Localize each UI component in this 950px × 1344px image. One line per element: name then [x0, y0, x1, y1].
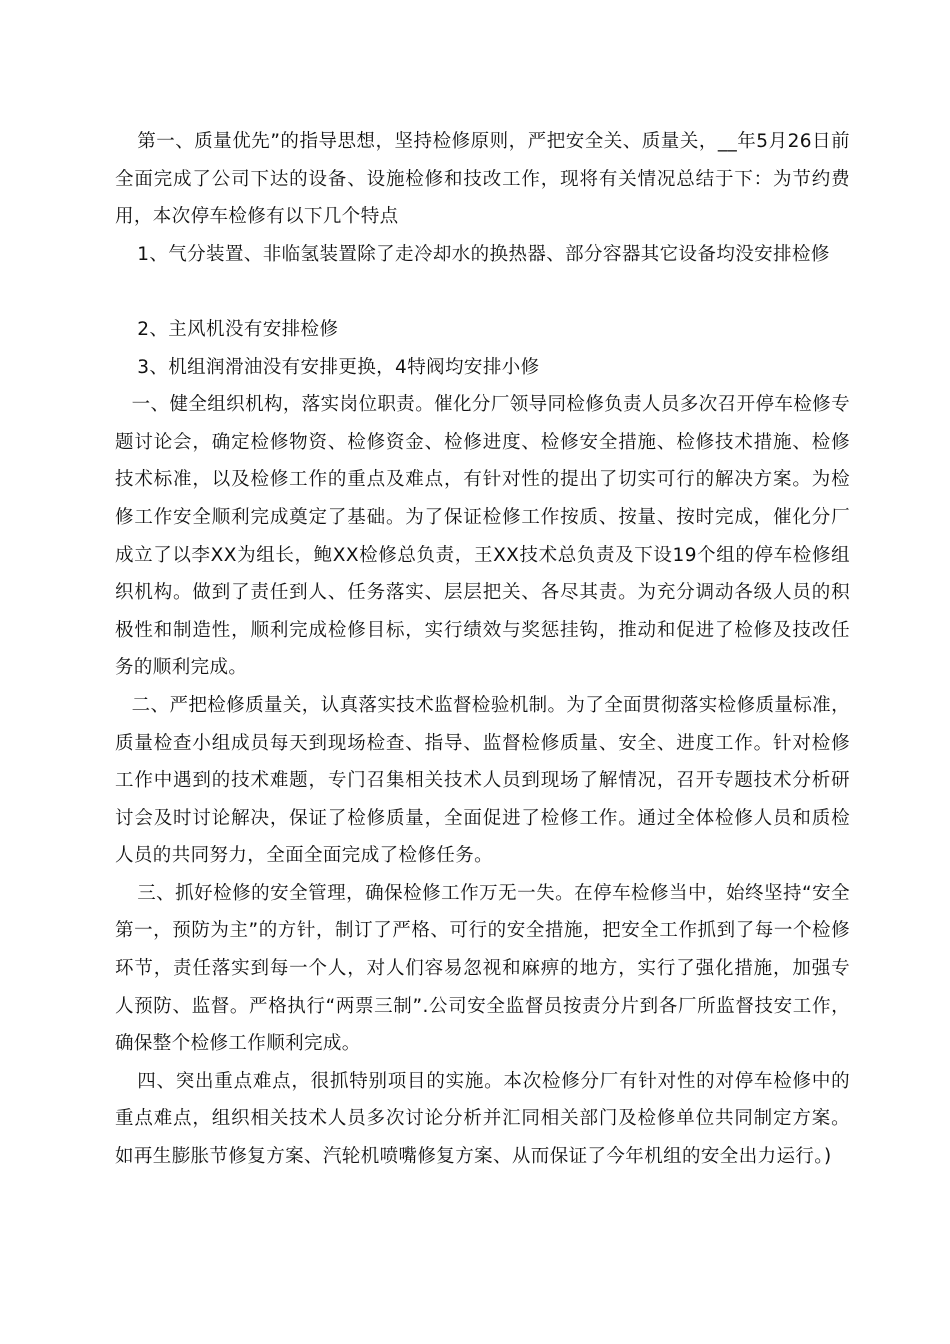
feature-item-2: 2、主风机没有安排检修: [137, 318, 339, 340]
section-3-paragraph: 三、抓好检修的安全管理，确保检修工作万无一失。在停车检修当中，始终坚持“安全第一，预防为主”的方针，制订了严格、可行的安全措施，把安全工作抓到了每一个检修环节，责任落实到每一个人，对人们容易忽视和麻痹的地方，实行了强化措施，加强专人预防、监督。严格执行“两票三制”.公司安全监督员按责分片到各厂所监督技安工作，确保整个检修工作顺利完成。: [115, 882, 850, 1055]
section-4-paragraph: 四、突出重点难点，很抓特别项目的实施。本次检修分厂有针对性的对停车检修中的重点难点，组织相关技术人员多次讨论分析并汇同相关部门及检修单位共同制定方案。如再生膨胀节修复方案、汽轮机喷嘴修复方案、从而保证了今年机组的安全出力运行。): [115, 1070, 850, 1168]
section-2-paragraph: 二、严把检修质量关，认真落实技术监督检验机制。为了全面贯彻落实检修质量标准，质量检查小组成员每天到现场检查、指导、监督检修质量、安全、进度工作。针对检修工作中遇到的技术难题，专门召集相关技术人员到现场了解情况，召开专题技术分析研讨会及时讨论解决，保证了检修质量，全面促进了检修工作。通过全体检修人员和质检人员的共同努力，全面全面完成了检修任务。: [115, 694, 850, 867]
feature-item-1: 1、气分装置、非临氢装置除了走冷却水的换热器、部分容器其它设备均没安排检修: [137, 243, 830, 265]
blank-line: [115, 273, 850, 311]
feature-item-3: 3、机组润滑油没有安排更换，4特阀均安排小修: [137, 356, 540, 378]
section-1-paragraph: 一、健全组织机构，落实岗位职责。催化分厂领导同检修负责人员多次召开停车检修专题讨论会，确定检修物资、检修资金、检修进度、检修安全措施、检修技术措施、检修技术标准，以及检修工作的重点及难点，有针对性的提出了切实可行的解决方案。为检修工作安全顺利完成奠定了基础。为了保证检修工作按质、按量、按时完成，催化分厂成立了以李XX为组长，鲍XX检修总负责，王XX技术总负责及下设19个组的停车检修组织机构。做到了责任到人、任务落实、层层把关、各尽其责。为充分调动各级人员的积极性和制造性，顺利完成检修目标，实行绩效与奖惩挂钩，推动和促进了检修及技改任务的顺利完成。: [115, 394, 850, 679]
document-body: [115, 123, 850, 1176]
intro-paragraph: 第一、质量优先”的指导思想，坚持检修原则，严把安全关、质量关，__年5月26日前全面完成了公司下达的设备、设施检修和技改工作，现将有关情况总结于下：为节约费用，本次停车检修有以下几个特点: [115, 131, 850, 228]
